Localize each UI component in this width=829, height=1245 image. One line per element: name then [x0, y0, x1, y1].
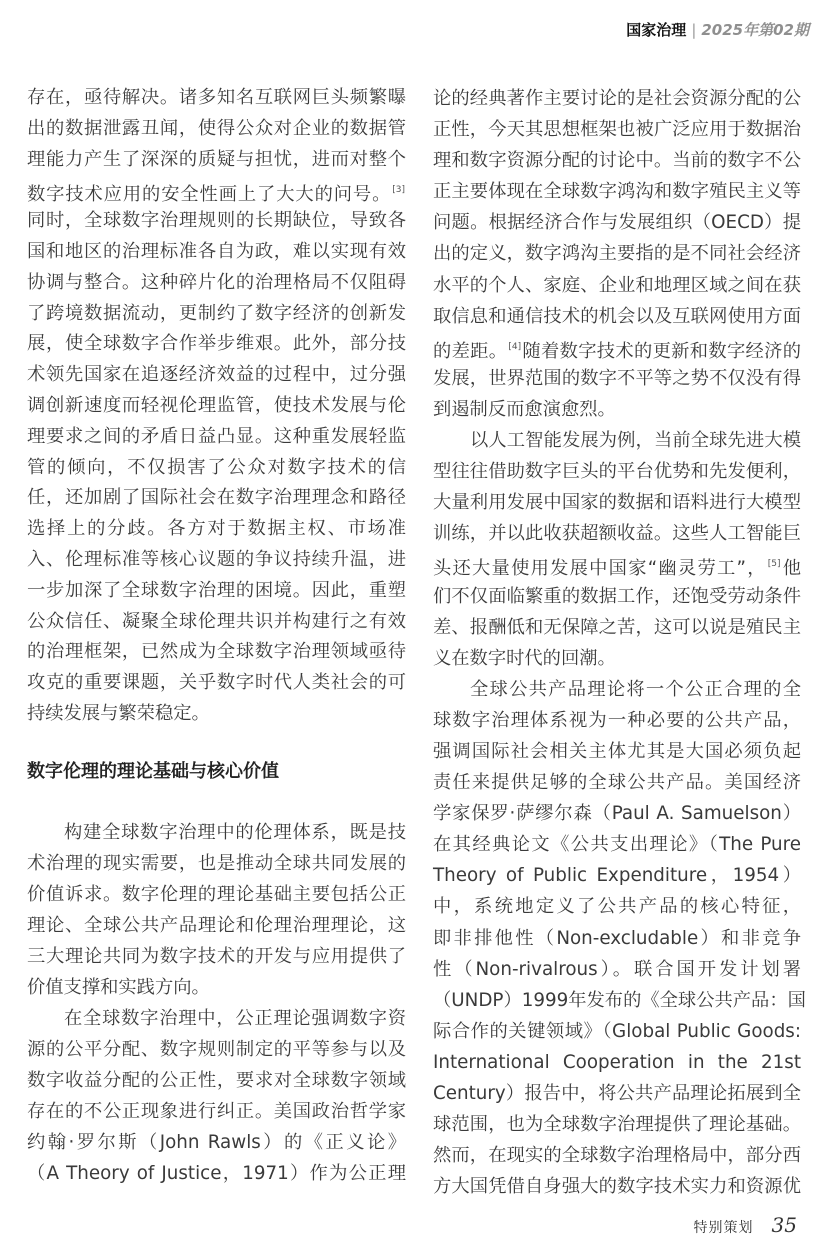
header-separator: |: [691, 20, 697, 39]
text-segment: 了跨境数据流动，更制约了数字经济的创新发: [27, 302, 406, 324]
text-segment: 约翰·罗尔斯（John Rawls）的《正义论》: [27, 1132, 406, 1153]
text-segment: 学家保罗·萨缪尔森（Paul A. Samuelson）: [433, 803, 801, 825]
text-segment: 源的公平分配、数字规则制定的平等参与以及: [27, 1039, 406, 1060]
text-line: [433, 798, 801, 829]
text-line: [433, 767, 801, 798]
text-segment: Theory of Public Expenditure，1954）: [433, 865, 801, 887]
text-line: [27, 1034, 406, 1065]
text-line: [433, 612, 801, 643]
text-segment: 大量利用发展中国家的数据和语料进行大模型: [433, 492, 801, 514]
text-segment: 一步加深了全球数字治理的困境。因此，重塑: [27, 579, 406, 601]
footnote-reference: [5]: [767, 559, 781, 570]
text-segment: 强调国际社会相关主体尤其是大国必须负起: [433, 740, 801, 762]
text-segment: 全球公共产品理论将一个公正合理的全: [470, 678, 801, 700]
text-segment: 以人工智能发展为例，当前全球先进大模: [470, 430, 801, 452]
text-segment: 的差距。: [433, 340, 508, 362]
text-line: [27, 910, 406, 941]
text-line: [27, 391, 406, 422]
text-line: [433, 1078, 801, 1109]
text-segment: 理能力产生了深深的质疑与担忧，进而对整个: [27, 148, 406, 170]
text-segment: 差、报酬低和无保障之苦，这可以说是殖民主: [433, 616, 801, 638]
text-segment: 发展，世界范围的数字不平等之势不仅没有得: [433, 367, 801, 389]
section-heading: 数字伦理的理论基础与核心价值: [27, 761, 279, 782]
text-line: [27, 1096, 406, 1127]
text-line: [27, 237, 406, 268]
text-segment: 型往往借助数字巨头的平台优势和先发便利，: [433, 461, 801, 483]
text-segment: 存在，亟待解决。诸多知名互联网巨头频繁曝: [27, 87, 406, 108]
text-segment: 出的定义，数字鸿沟主要指的是不同社会经济: [433, 243, 801, 265]
text-line: [27, 576, 406, 607]
text-segment: 球范围，也为全球数字治理提供了理论基础。: [433, 1114, 801, 1136]
text-segment: 随着数字技术的更新和数字经济的: [522, 340, 802, 362]
text-line: [433, 923, 801, 954]
text-segment: 然而，在现实的全球数字治理格局中，部分西: [433, 1145, 801, 1167]
text-line: [27, 879, 406, 910]
text-segment: 训练，并以此收获超额收益。这些人工智能巨: [433, 523, 801, 545]
text-line: [433, 1016, 801, 1047]
page-number: 35: [771, 1213, 797, 1237]
text-line: [433, 145, 801, 176]
magazine-name: 国家治理: [626, 21, 687, 39]
text-segment: 在其经典论文《公共支出理论》（The Pure: [433, 834, 801, 856]
text-segment: 协调与整合。这种碎片化的治理格局不仅阻碍: [27, 271, 406, 293]
text-segment: 理要求之间的矛盾日益凸显。这种重发展轻监: [27, 425, 406, 447]
text-line: [433, 83, 801, 114]
text-line: [433, 736, 801, 767]
footnote-reference: [4]: [508, 341, 522, 352]
text-segment: 价值支撑和实践方向。: [27, 977, 210, 998]
text-segment: 论的经典著作主要讨论的是社会资源分配的公: [433, 88, 801, 109]
text-segment: 任，还加剧了国际社会在数字治理理念和路径: [27, 487, 406, 509]
text-line: [433, 1109, 801, 1140]
issue-number: 2025年第02期: [701, 21, 809, 39]
text-line: [27, 453, 406, 484]
left-column-top-text: [27, 83, 406, 730]
text-line: [433, 487, 801, 518]
text-line: [433, 549, 801, 580]
text-segment: （UNDP）1999年发布的《全球公共产品：国: [433, 989, 806, 1011]
text-line: [27, 145, 406, 176]
text-segment: 取信息和通信技术的机会以及互联网使用方面: [433, 305, 801, 327]
text-segment: 水平的个人、家庭、企业和地理区域之间在获: [433, 274, 801, 296]
text-segment: 国和地区的治理标准各自为政，难以实现有效: [27, 240, 406, 262]
text-line: [433, 114, 801, 145]
text-line: [433, 674, 801, 705]
text-segment: 调创新速度而轻视伦理监管，使技术发展与伦: [27, 394, 406, 416]
text-line: [433, 1140, 801, 1171]
text-line: [27, 699, 406, 730]
text-segment: 到遏制反而愈演愈烈。: [433, 398, 616, 420]
text-segment: 际合作的关键领域》（Global Public Goods:: [433, 1020, 801, 1042]
text-segment: 方大国凭借自身强大的数字技术实力和资源优: [433, 1176, 801, 1198]
text-line: [433, 705, 801, 736]
section-label: 特别策划: [693, 1220, 754, 1236]
text-segment: 展，使全球数字合作举步维艰。此外，部分技: [27, 333, 406, 355]
text-line: [27, 1003, 406, 1034]
text-line: [433, 860, 801, 891]
text-segment: 正主要体现在全球数字鸿沟和数字殖民主义等: [433, 181, 801, 203]
text-line: [27, 637, 406, 668]
text-line: [433, 238, 801, 269]
text-line: [27, 514, 406, 545]
text-line: [27, 483, 406, 514]
footnote-reference: [3]: [392, 185, 405, 196]
text-line: [433, 643, 801, 674]
left-column-bottom-text: [27, 817, 406, 1189]
text-segment: 持续发展与繁荣稳定。: [27, 702, 210, 724]
text-segment: 术领先国家在追逐经济效益的过程中，过分强: [27, 364, 406, 386]
text-line: [27, 175, 406, 206]
text-line: [433, 985, 806, 1016]
text-line: [27, 607, 406, 638]
text-line: [433, 301, 801, 332]
text-line: [27, 329, 406, 360]
text-segment: 问题。根据经济合作与发展组织（OECD）提: [433, 212, 801, 234]
text-segment: International Cooperation in the 21st: [433, 1051, 801, 1073]
running-header: [626, 19, 809, 40]
text-segment: 们不仅面临繁重的数据工作，还饱受劳动条件: [433, 585, 801, 607]
text-line: [27, 1127, 406, 1158]
text-line: [27, 545, 406, 576]
text-segment: 义在数字时代的回潮。: [433, 647, 616, 669]
text-segment: 理论、全球公共产品理论和伦理治理理论，这: [27, 915, 406, 936]
text-line: [27, 941, 406, 972]
text-line: [433, 270, 801, 301]
text-segment: 构建全球数字治理中的伦理体系，既是技: [64, 822, 406, 843]
text-segment: 选择上的分歧。各方对于数据主权、市场准: [27, 518, 406, 540]
text-segment: 数字技术应用的安全性画上了大大的问号。: [27, 184, 392, 206]
text-line: [27, 848, 406, 879]
text-segment: 存在的不公正现象进行纠正。美国政治哲学家: [27, 1101, 406, 1122]
text-line: [433, 581, 801, 612]
text-line: [27, 972, 406, 1003]
page-footer: [694, 1213, 797, 1237]
text-line: [27, 360, 406, 391]
text-segment: 入、伦理标准等核心议题的争议持续升温，进: [27, 548, 406, 570]
text-segment: 出的数据泄露丑闻，使得公众对企业的数据管: [27, 117, 406, 139]
text-line: [433, 891, 801, 922]
text-segment: 球数字治理体系视为一种必要的公共产品，: [433, 709, 801, 731]
text-segment: 在全球数字治理中，公正理论强调数字资: [64, 1008, 406, 1029]
text-line: [433, 954, 801, 985]
text-line: [27, 299, 406, 330]
text-line: [433, 456, 801, 487]
text-line: [27, 422, 406, 453]
text-segment: 理和数字资源分配的讨论中。当前的数字不公: [433, 150, 801, 172]
text-segment: 价值诉求。数字伦理的理论基础主要包括公正: [27, 884, 406, 905]
text-line: [433, 332, 801, 363]
right-column-text: [433, 83, 806, 1202]
text-line: [27, 817, 406, 848]
text-line: [27, 1065, 406, 1096]
text-line: [27, 268, 406, 299]
text-line: [27, 83, 406, 114]
text-segment: 公众信任、凝聚全球伦理共识并构建行之有效: [27, 610, 406, 632]
text-line: [433, 425, 801, 456]
text-segment: 管的倾向，不仅损害了公众对数字技术的信: [27, 456, 406, 478]
text-segment: 头还大量使用发展中国家“幽灵劳工”，: [433, 558, 767, 580]
text-segment: 攻克的重要课题，关乎数字时代人类社会的可: [27, 672, 406, 694]
text-segment: 他: [781, 558, 802, 580]
text-line: [27, 206, 406, 237]
text-line: [27, 114, 406, 145]
text-segment: 同时，全球数字治理规则的长期缺位，导致各: [27, 210, 406, 232]
text-line: [433, 1171, 801, 1202]
text-line: [433, 518, 801, 549]
text-segment: 中，系统地定义了公共产品的核心特征，: [433, 896, 801, 918]
text-segment: 责任来提供足够的全球公共产品。美国经济: [433, 772, 801, 794]
text-line: [433, 207, 801, 238]
text-segment: Century）报告中，将公共产品理论拓展到全: [433, 1083, 801, 1104]
text-line: [433, 394, 801, 425]
text-segment: 即非排他性（Non-excludable）和非竞争: [433, 927, 801, 949]
text-segment: 正性，今天其思想框架也被广泛应用于数据治: [433, 119, 801, 141]
text-segment: 数字收益分配的公正性，要求对全球数字领域: [27, 1070, 406, 1091]
text-line: [27, 1158, 406, 1189]
text-line: [27, 668, 406, 699]
text-segment: （A Theory of Justice，1971）作为公正理: [27, 1163, 406, 1184]
text-line: [433, 176, 801, 207]
text-line: [433, 829, 801, 860]
text-line: [433, 363, 801, 394]
text-line: [433, 1047, 801, 1078]
text-segment: 三大理论共同为数字技术的开发与应用提供了: [27, 946, 406, 967]
text-segment: 术治理的现实需要，也是推动全球共同发展的: [27, 853, 406, 874]
text-segment: 性（Non-rivalrous）。联合国开发计划署: [433, 958, 801, 980]
text-segment: 的治理框架，已然成为全球数字治理领域亟待: [27, 641, 406, 663]
